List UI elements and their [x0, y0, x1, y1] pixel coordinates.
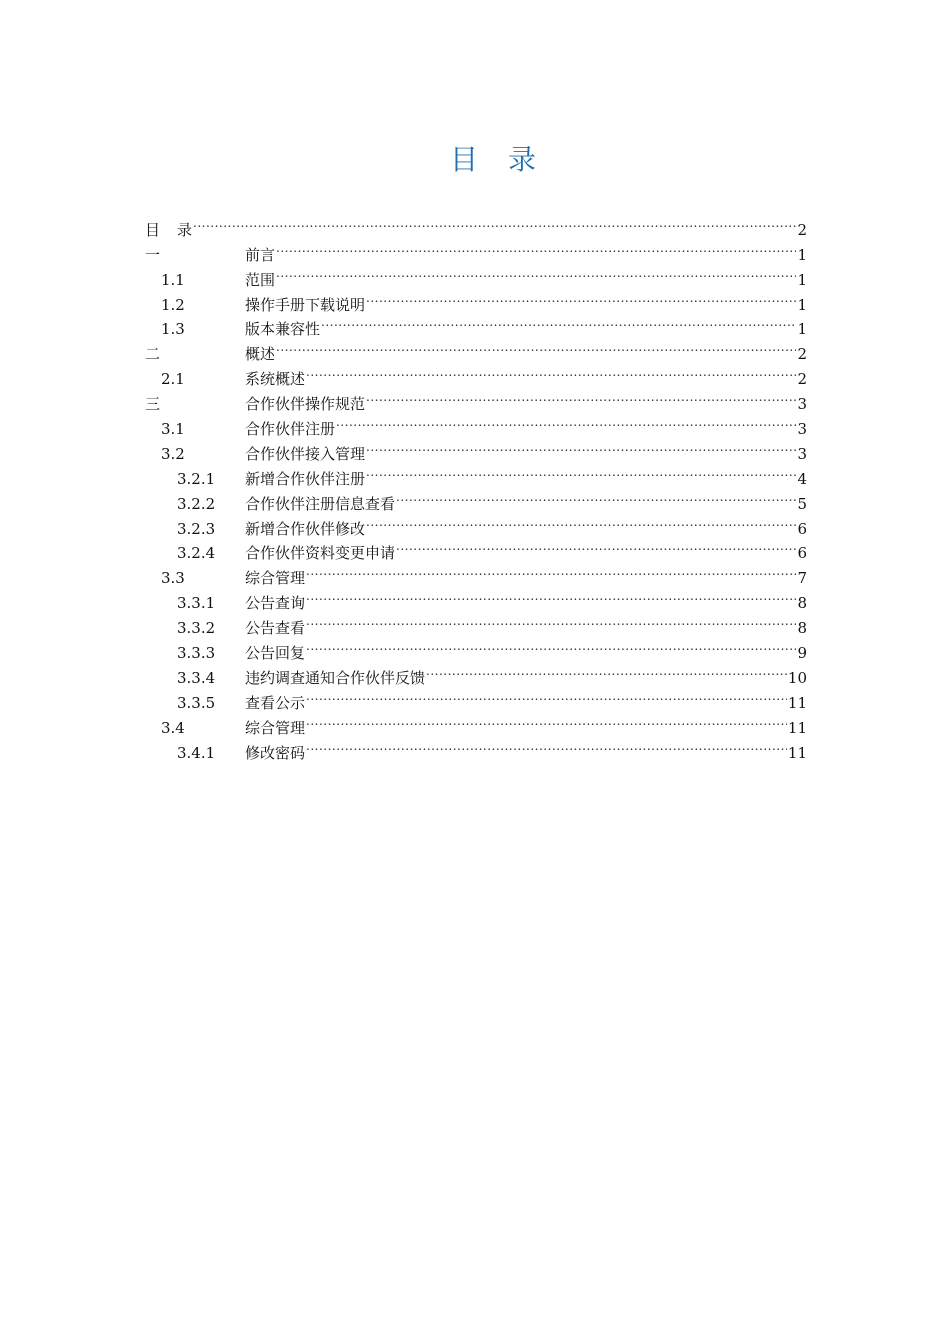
toc-entry[interactable] [145, 409, 807, 439]
toc-entry-page: 8 [797, 594, 807, 613]
toc-entry-label: 公告查看 [245, 619, 306, 638]
toc-entry-label: 合作伙伴注册信息查看 [245, 494, 396, 513]
toc-dot-leader [321, 310, 796, 335]
toc-entry-toc[interactable] [145, 210, 807, 239]
toc-dot-leader [306, 683, 787, 708]
toc-entry-page: 11 [787, 693, 807, 712]
toc-title-first-char: 目 [449, 143, 478, 176]
toc-entry-number: 3.4.1 [177, 743, 216, 762]
toc-entry-page: 2 [797, 345, 807, 364]
toc-title [0, 140, 950, 180]
toc-entry-page: 8 [797, 619, 807, 638]
toc-entry-page: 1 [797, 295, 807, 314]
toc-entry-label: 系统概述 [245, 370, 306, 389]
toc-list [145, 210, 807, 762]
toc-entry-number: 3.3.4 [177, 668, 216, 687]
toc-entry-page: 11 [787, 743, 807, 762]
toc-entry-label: 修改密码 [245, 743, 306, 762]
toc-entry-number: 3.1 [161, 420, 185, 439]
toc-dot-leader [396, 484, 796, 509]
toc-entry[interactable] [145, 384, 807, 414]
toc-dot-leader [366, 285, 796, 310]
toc-entry[interactable] [145, 509, 807, 538]
toc-entry[interactable] [145, 683, 807, 712]
toc-entry-page: 6 [797, 519, 807, 538]
toc-entry-label: 合作伙伴注册 [245, 420, 336, 439]
toc-entry-label: 违约调查通知合作伙伴反馈 [245, 668, 426, 687]
toc-entry-label: 综合管理 [245, 569, 306, 588]
toc-dot-leader [306, 633, 796, 658]
toc-entry-page: 9 [797, 644, 807, 663]
toc-dot-leader [276, 260, 796, 285]
toc-entry-number: 3.4 [161, 718, 185, 737]
toc-entry[interactable] [145, 583, 807, 613]
toc-dot-leader [396, 534, 796, 559]
toc-entry-label: 综合管理 [245, 718, 306, 737]
toc-entry[interactable] [145, 484, 807, 513]
toc-entry-page: 1 [797, 320, 807, 339]
toc-entry[interactable] [145, 733, 807, 762]
toc-entry-page: 2 [797, 220, 807, 239]
toc-entry[interactable] [145, 459, 807, 488]
toc-entry-page: 1 [797, 245, 807, 264]
toc-entry-label: 公告查询 [245, 594, 306, 613]
toc-entry-page: 3 [797, 444, 807, 463]
toc-entry-number: 3.2.4 [177, 544, 216, 563]
toc-entry-number: 3.3.1 [177, 594, 216, 613]
toc-entry-label: 概述 [245, 345, 276, 364]
toc-entry-label: 合作伙伴操作规范 [245, 395, 366, 414]
toc-entry-number: 3.3.2 [177, 619, 216, 638]
toc-dot-leader [306, 558, 796, 583]
toc-entry-number: 3.3.5 [177, 693, 216, 712]
toc-entry-number: 3.2.1 [177, 469, 216, 488]
toc-dot-leader [366, 459, 796, 484]
toc-entry-number: 3.2.2 [177, 494, 216, 513]
toc-entry-label-second: 录 [177, 220, 193, 239]
toc-entry-page: 10 [787, 668, 807, 687]
toc-entry-label: 查看公示 [245, 693, 306, 712]
toc-entry[interactable] [145, 608, 807, 638]
toc-entry[interactable] [145, 359, 807, 389]
toc-dot-leader [366, 384, 796, 409]
toc-title-second-char: 录 [508, 143, 537, 176]
toc-entry[interactable] [145, 633, 807, 663]
toc-entry-label: 前言 [245, 245, 276, 264]
toc-entry-label-first: 目 [145, 220, 161, 239]
toc-entry-label: 公告回复 [245, 644, 306, 663]
toc-entry[interactable] [145, 334, 807, 364]
toc-entry[interactable] [145, 285, 807, 314]
toc-entry-page: 3 [797, 420, 807, 439]
toc-entry[interactable] [145, 434, 807, 463]
toc-dot-leader [276, 334, 796, 359]
toc-entry-number: 二 [145, 345, 161, 364]
toc-dot-leader [276, 235, 796, 260]
toc-entry-page: 2 [797, 370, 807, 389]
toc-entry[interactable] [145, 708, 807, 737]
toc-entry-page: 5 [797, 494, 807, 513]
toc-entry[interactable] [145, 260, 807, 289]
toc-entry-page: 4 [797, 469, 807, 488]
toc-dot-leader [336, 409, 796, 434]
toc-entry[interactable] [145, 658, 807, 687]
toc-dot-leader [306, 733, 787, 758]
toc-entry-number: 3.3.3 [177, 644, 216, 663]
toc-dot-leader [366, 434, 796, 459]
toc-entry-number: 1.1 [161, 270, 185, 289]
toc-entry-page: 1 [797, 270, 807, 289]
toc-dot-leader [306, 359, 796, 384]
toc-entry-label: 新增合作伙伴修改 [245, 519, 366, 538]
toc-entry-number: 一 [145, 245, 161, 264]
toc-entry-label: 版本兼容性 [245, 320, 321, 339]
toc-entry-page: 7 [797, 569, 807, 588]
toc-entry[interactable] [145, 534, 807, 563]
toc-dot-leader [193, 210, 796, 235]
toc-entry-label: 操作手册下载说明 [245, 295, 366, 314]
toc-dot-leader [306, 583, 796, 608]
toc-entry-number: 三 [145, 395, 161, 414]
toc-entry-page: 3 [797, 395, 807, 414]
toc-dot-leader [426, 658, 787, 683]
toc-entry-page: 6 [797, 544, 807, 563]
toc-entry-number: 3.3 [161, 569, 185, 588]
toc-entry[interactable] [145, 558, 807, 588]
toc-dot-leader [306, 708, 787, 733]
toc-entry-number: 1.2 [161, 295, 185, 314]
toc-entry-number: 3.2 [161, 444, 185, 463]
toc-entry-page: 11 [787, 718, 807, 737]
toc-entry-label: 合作伙伴接入管理 [245, 444, 366, 463]
toc-dot-leader [366, 509, 796, 534]
toc-entry-label: 合作伙伴资料变更申请 [245, 544, 396, 563]
toc-dot-leader [306, 608, 796, 633]
toc-entry-number: 1.3 [161, 320, 185, 339]
toc-entry-number: 2.1 [161, 370, 185, 389]
toc-entry-label: 新增合作伙伴注册 [245, 469, 366, 488]
toc-entry[interactable] [145, 310, 807, 339]
toc-entry[interactable] [145, 235, 807, 264]
toc-entry-label: 范围 [245, 270, 276, 289]
toc-entry-number: 3.2.3 [177, 519, 216, 538]
